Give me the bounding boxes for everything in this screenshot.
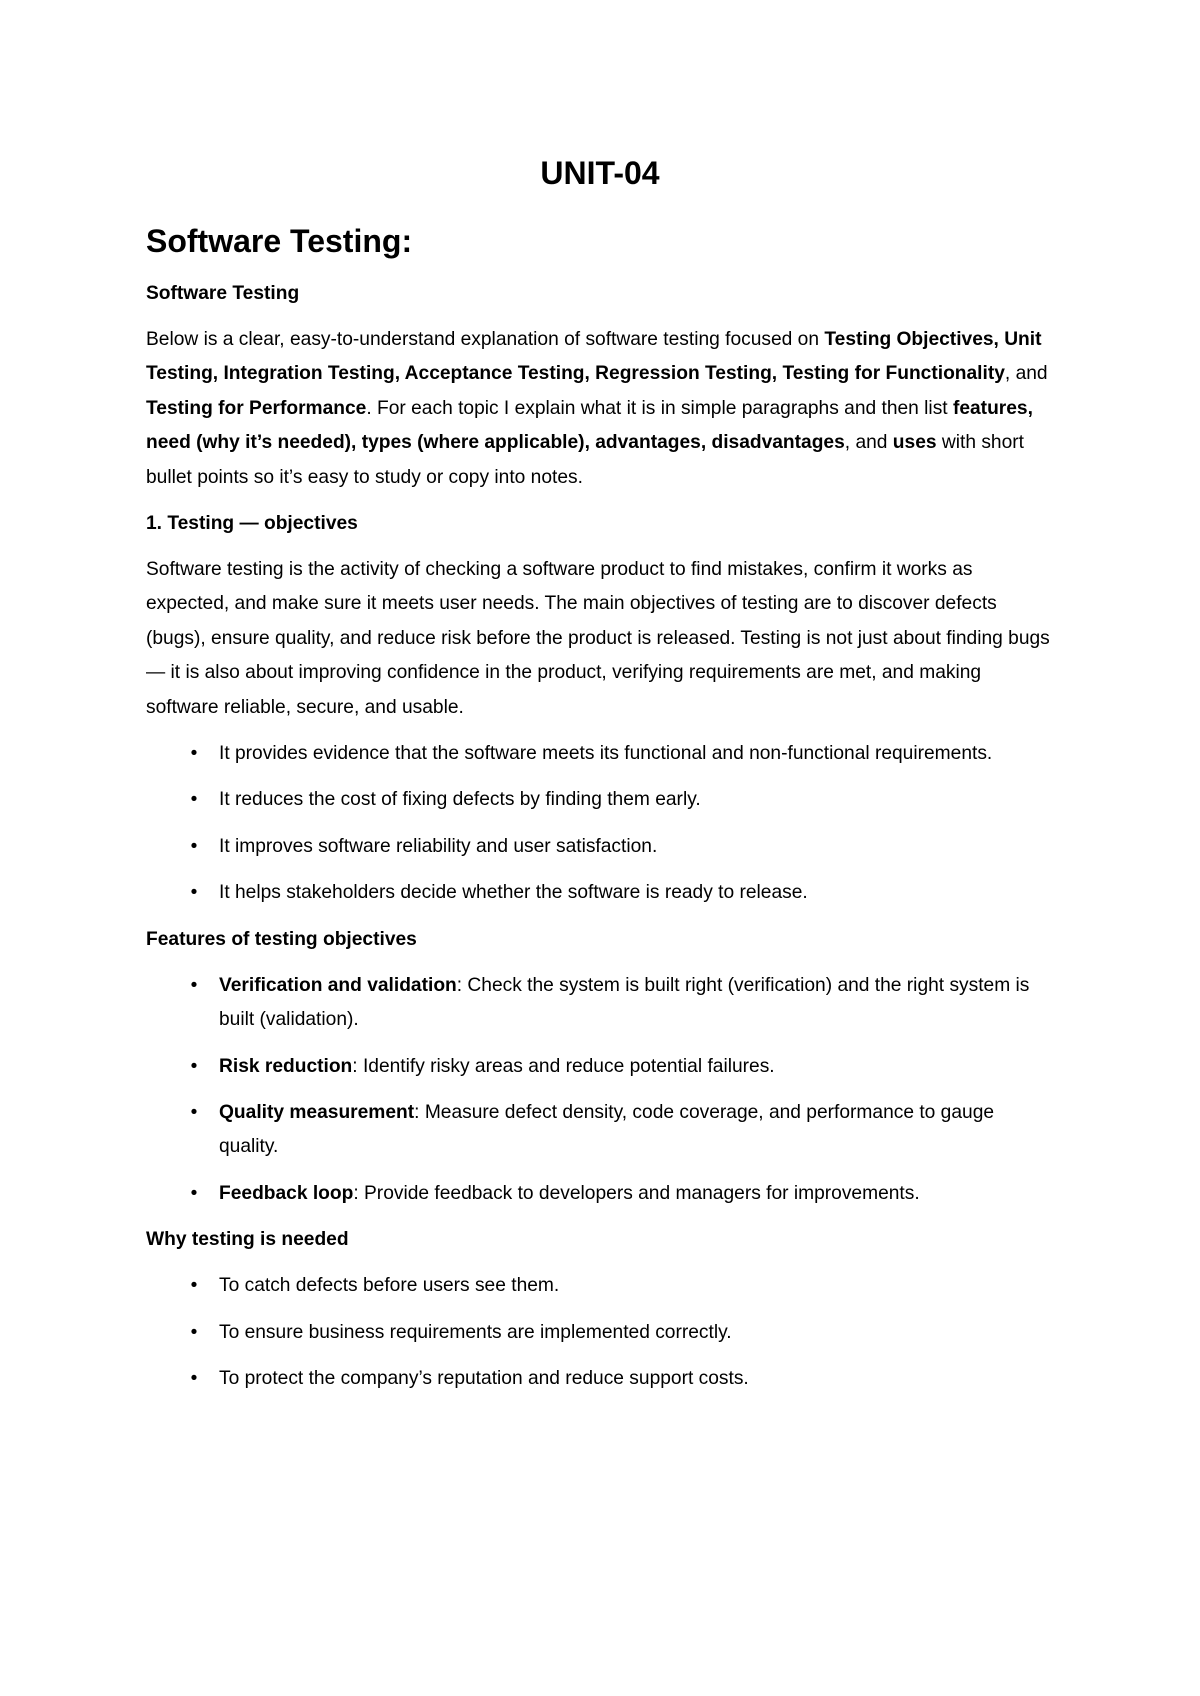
objectives-paragraph: Software testing is the activity of checking a software product to find mistakes, confirm it works as expected, and make sure it meets user needs. The main objectives of testing are to discover defects (bugs), ensure quality, and reduce risk before the product is released. Testing is not just about finding bugs — it is also about improving confidence in the product, verifying requirements are met, and making software reliable, secure, and usable. (146, 559, 1050, 718)
bullet-icon: • (190, 743, 198, 765)
bullet-icon: • (190, 1367, 198, 1389)
list-item (146, 969, 1054, 1038)
intro-bold-topics: Testing Objectives, Unit Testing, Integration Testing, Acceptance Testing, Regression Testing, Testing for Functionality (146, 329, 1042, 385)
need-heading: Why testing is needed (146, 1229, 349, 1251)
bullet-icon: • (190, 1101, 198, 1123)
list-item-text: It helps stakeholders decide whether the software is ready to release. (219, 882, 808, 904)
bullet-icon: • (190, 1321, 198, 1343)
intro-text-1: Below is a clear, easy-to-understand explanation of software testing focused on (146, 329, 825, 350)
feature-term: Quality measurement (219, 1101, 415, 1123)
intro-text-3: . For each topic I explain what it is in simple paragraphs and then list (366, 397, 953, 419)
list-item-text: To ensure business requirements are implemented correctly. (219, 1321, 732, 1343)
bullet-icon: • (190, 974, 198, 996)
section-title: Software Testing: (146, 223, 413, 259)
intro-text-2: , and (1004, 363, 1048, 385)
intro-bold-list: features, need (why it’s needed), types (where applicable), advantages, disadvantages (146, 397, 1033, 454)
intro-bold-uses: uses (892, 432, 937, 454)
intro-text-5: with short bullet points so it’s easy to study or copy into notes. (146, 432, 1024, 488)
bullet-icon: • (190, 1275, 198, 1297)
list-item-text: It reduces the cost of fixing defects by finding them early. (219, 789, 701, 811)
unit-title: UNIT-04 (540, 155, 660, 191)
feature-desc: : Measure defect density, code coverage, and performance to gauge quality. (219, 1101, 995, 1158)
bullet-icon: • (190, 882, 198, 904)
feature-desc: : Provide feedback to developers and managers for improvements. (353, 1182, 920, 1204)
subheading: Software Testing (146, 283, 300, 304)
feature-term: Verification and validation (219, 974, 457, 996)
list-item (146, 737, 1054, 771)
objectives-heading: 1. Testing — objectives (146, 513, 358, 535)
features-heading: Features of testing objectives (146, 928, 417, 950)
feature-desc: : Identify risky areas and reduce potential failures. (352, 1055, 775, 1077)
feature-term: Feedback loop (219, 1182, 354, 1204)
intro-paragraph (146, 323, 1054, 495)
bullet-icon: • (190, 789, 198, 811)
list-item-text: To catch defects before users see them. (219, 1275, 560, 1297)
list-item-text: It improves software reliability and user satisfaction. (219, 835, 658, 857)
list-item (146, 1177, 1054, 1211)
list-item (146, 1050, 1054, 1084)
list-item (146, 1269, 1054, 1303)
intro-text-4: , and (844, 432, 893, 454)
list-item (146, 876, 1054, 910)
intro-bold-performance: Testing for Performance (146, 397, 367, 419)
list-item-text: To protect the company’s reputation and reduce support costs. (219, 1367, 749, 1389)
list-item (146, 830, 1054, 864)
list-item (146, 1316, 1054, 1350)
need-bullet-list (146, 1269, 1054, 1396)
bullet-icon: • (190, 1055, 198, 1077)
feature-desc: : Check the system is built right (verification) and the right system is built (validation). (219, 974, 1030, 1031)
objectives-bullet-list (146, 737, 1054, 911)
feature-term: Risk reduction (219, 1055, 353, 1077)
list-item (146, 1362, 1054, 1396)
bullet-icon: • (190, 835, 198, 857)
features-bullet-list (146, 969, 1054, 1211)
list-item (146, 1096, 1054, 1165)
list-item (146, 783, 1054, 817)
list-item-text: It provides evidence that the software meets its functional and non-functional requirements. (219, 743, 993, 765)
bullet-icon: • (190, 1182, 198, 1204)
